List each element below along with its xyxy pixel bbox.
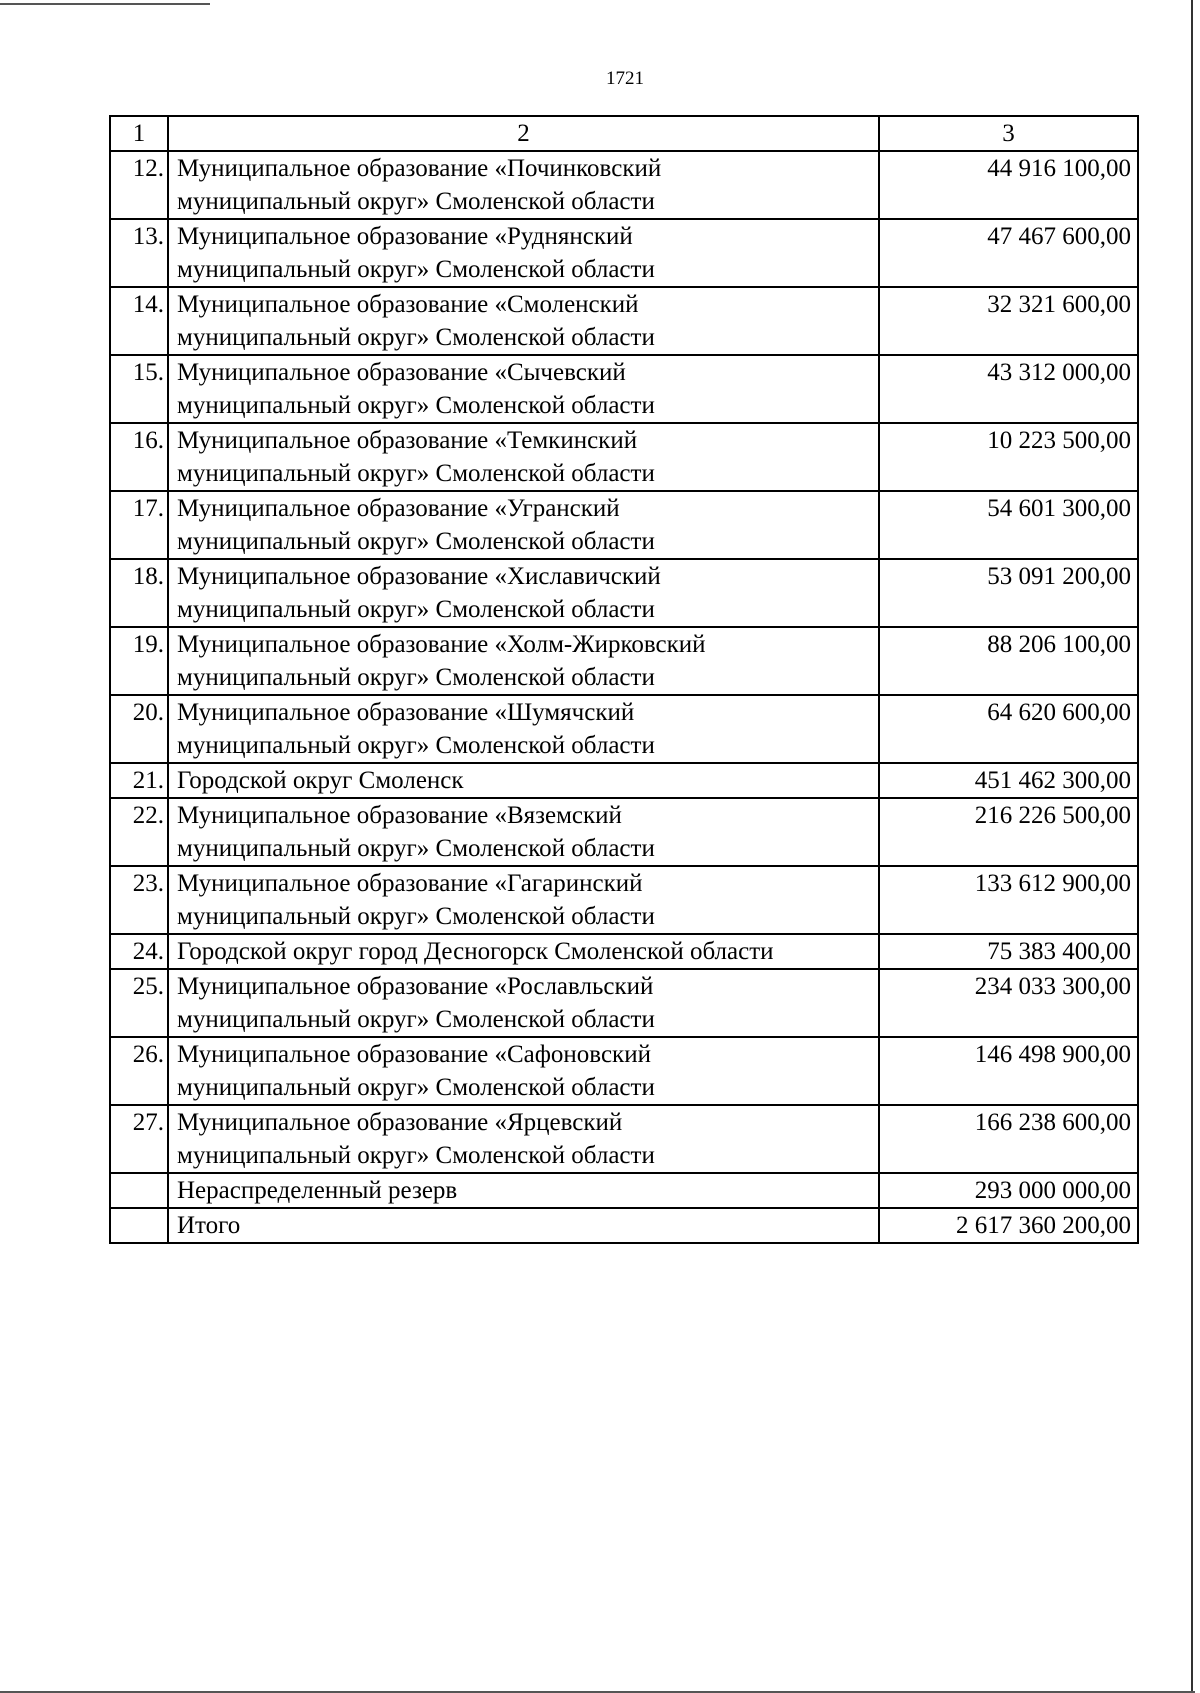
municipality-name-line1: Муниципальное образование «Угранский bbox=[177, 495, 620, 522]
municipality-name-line1: Муниципальное образование «Смоленский bbox=[177, 291, 639, 318]
municipality-name-line1: Муниципальное образование «Починковский bbox=[177, 155, 662, 182]
table-row bbox=[110, 423, 1138, 491]
table-body bbox=[110, 116, 1138, 1243]
amount-value: 64 620 600,00 bbox=[879, 695, 1138, 763]
municipality-name-line1: Муниципальное образование «Шумячский bbox=[177, 699, 635, 726]
municipality-name-line2: муниципальный округ» Смоленской области bbox=[177, 256, 655, 283]
table-row bbox=[110, 1208, 1138, 1243]
amount-value: 451 462 300,00 bbox=[879, 763, 1138, 798]
municipality-name-line1: Муниципальное образование «Сычевский bbox=[177, 359, 626, 386]
row-number: 22. bbox=[110, 798, 168, 866]
municipality-name-line2: муниципальный округ» Смоленской области bbox=[177, 1006, 655, 1033]
amount-value: 2 617 360 200,00 bbox=[879, 1208, 1138, 1243]
municipality-name bbox=[168, 423, 879, 491]
row-number: 21. bbox=[110, 763, 168, 798]
municipality-name bbox=[168, 627, 879, 695]
amount-value: 293 000 000,00 bbox=[879, 1173, 1138, 1208]
header-cell-name: 2 bbox=[168, 116, 879, 151]
header-cell-amount: 3 bbox=[879, 116, 1138, 151]
row-number: 15. bbox=[110, 355, 168, 423]
row-number bbox=[110, 1208, 168, 1243]
table-header-row bbox=[110, 116, 1138, 151]
municipality-name-line1: Муниципальное образование «Вяземский bbox=[177, 802, 622, 829]
amount-value: 47 467 600,00 bbox=[879, 219, 1138, 287]
amount-value: 88 206 100,00 bbox=[879, 627, 1138, 695]
table-row bbox=[110, 287, 1138, 355]
header-cell-number: 1 bbox=[110, 116, 168, 151]
municipality-name bbox=[168, 1173, 879, 1208]
municipality-name bbox=[168, 866, 879, 934]
municipality-name-line2: муниципальный округ» Смоленской области bbox=[177, 596, 655, 623]
scan-edge-top bbox=[0, 3, 210, 5]
municipality-name-line1: Муниципальное образование «Сафоновский bbox=[177, 1041, 651, 1068]
amount-value: 166 238 600,00 bbox=[879, 1105, 1138, 1173]
row-number: 24. bbox=[110, 934, 168, 969]
row-number: 25. bbox=[110, 969, 168, 1037]
table-row bbox=[110, 934, 1138, 969]
table-row bbox=[110, 695, 1138, 763]
table-row bbox=[110, 1037, 1138, 1105]
row-number: 27. bbox=[110, 1105, 168, 1173]
row-number bbox=[110, 1173, 168, 1208]
table-row bbox=[110, 763, 1138, 798]
amount-value: 54 601 300,00 bbox=[879, 491, 1138, 559]
scan-edge-right bbox=[1191, 0, 1193, 1693]
municipality-name bbox=[168, 559, 879, 627]
table-row bbox=[110, 559, 1138, 627]
budget-distribution-table bbox=[109, 115, 1139, 1244]
municipality-name bbox=[168, 355, 879, 423]
table-row bbox=[110, 866, 1138, 934]
amount-value: 234 033 300,00 bbox=[879, 969, 1138, 1037]
municipality-name-line2: муниципальный округ» Смоленской области bbox=[177, 903, 655, 930]
municipality-name-line1: Муниципальное образование «Холм-Жирковский bbox=[177, 631, 706, 658]
row-number: 13. bbox=[110, 219, 168, 287]
municipality-name bbox=[168, 1105, 879, 1173]
table-row bbox=[110, 491, 1138, 559]
municipality-name-line1: Муниципальное образование «Темкинский bbox=[177, 427, 638, 454]
amount-value: 53 091 200,00 bbox=[879, 559, 1138, 627]
row-number: 14. bbox=[110, 287, 168, 355]
table-row bbox=[110, 219, 1138, 287]
municipality-name bbox=[168, 1037, 879, 1105]
municipality-name-line2: муниципальный округ» Смоленской области bbox=[177, 732, 655, 759]
row-number: 19. bbox=[110, 627, 168, 695]
row-number: 18. bbox=[110, 559, 168, 627]
municipality-name-line2: муниципальный округ» Смоленской области bbox=[177, 188, 655, 215]
municipality-name bbox=[168, 798, 879, 866]
table-row bbox=[110, 798, 1138, 866]
table-row bbox=[110, 969, 1138, 1037]
municipality-name-line2: муниципальный округ» Смоленской области bbox=[177, 460, 655, 487]
municipality-name-line2: муниципальный округ» Смоленской области bbox=[177, 664, 655, 691]
municipality-name bbox=[168, 491, 879, 559]
municipality-name-line2: муниципальный округ» Смоленской области bbox=[177, 835, 655, 862]
amount-value: 146 498 900,00 bbox=[879, 1037, 1138, 1105]
table-row bbox=[110, 151, 1138, 219]
amount-value: 133 612 900,00 bbox=[879, 866, 1138, 934]
municipality-name bbox=[168, 969, 879, 1037]
amount-value: 32 321 600,00 bbox=[879, 287, 1138, 355]
municipality-name bbox=[168, 763, 879, 798]
amount-value: 10 223 500,00 bbox=[879, 423, 1138, 491]
municipality-name-line1: Муниципальное образование «Руднянский bbox=[177, 223, 633, 250]
table-row bbox=[110, 355, 1138, 423]
municipality-name-line1: Муниципальное образование «Гагаринский bbox=[177, 870, 643, 897]
municipality-name bbox=[168, 695, 879, 763]
municipality-name-line2: муниципальный округ» Смоленской области bbox=[177, 324, 655, 351]
page-number: 1721 bbox=[606, 68, 644, 89]
municipality-name-line1: Городской округ Смоленск bbox=[177, 767, 464, 794]
table-row bbox=[110, 627, 1138, 695]
municipality-name-line1: Муниципальное образование «Хиславичский bbox=[177, 563, 661, 590]
municipality-name bbox=[168, 219, 879, 287]
municipality-name-line1: Городской округ город Десногорск Смоленской области bbox=[177, 938, 774, 965]
municipality-name bbox=[168, 934, 879, 969]
municipality-name bbox=[168, 287, 879, 355]
row-number: 26. bbox=[110, 1037, 168, 1105]
municipality-name-line1: Итого bbox=[177, 1212, 241, 1239]
municipality-name bbox=[168, 151, 879, 219]
municipality-name-line2: муниципальный округ» Смоленской области bbox=[177, 1074, 655, 1101]
table-row bbox=[110, 1173, 1138, 1208]
amount-value: 44 916 100,00 bbox=[879, 151, 1138, 219]
municipality-name-line2: муниципальный округ» Смоленской области bbox=[177, 528, 655, 555]
amount-value: 216 226 500,00 bbox=[879, 798, 1138, 866]
municipality-name-line1: Муниципальное образование «Ярцевский bbox=[177, 1109, 623, 1136]
municipality-name-line1: Муниципальное образование «Рославльский bbox=[177, 973, 654, 1000]
municipality-name-line2: муниципальный округ» Смоленской области bbox=[177, 1142, 655, 1169]
row-number: 23. bbox=[110, 866, 168, 934]
municipality-name-line1: Нераспределенный резерв bbox=[177, 1177, 458, 1204]
row-number: 17. bbox=[110, 491, 168, 559]
row-number: 12. bbox=[110, 151, 168, 219]
municipality-name-line2: муниципальный округ» Смоленской области bbox=[177, 392, 655, 419]
row-number: 20. bbox=[110, 695, 168, 763]
table-row bbox=[110, 1105, 1138, 1173]
amount-value: 75 383 400,00 bbox=[879, 934, 1138, 969]
municipality-name bbox=[168, 1208, 879, 1243]
amount-value: 43 312 000,00 bbox=[879, 355, 1138, 423]
row-number: 16. bbox=[110, 423, 168, 491]
